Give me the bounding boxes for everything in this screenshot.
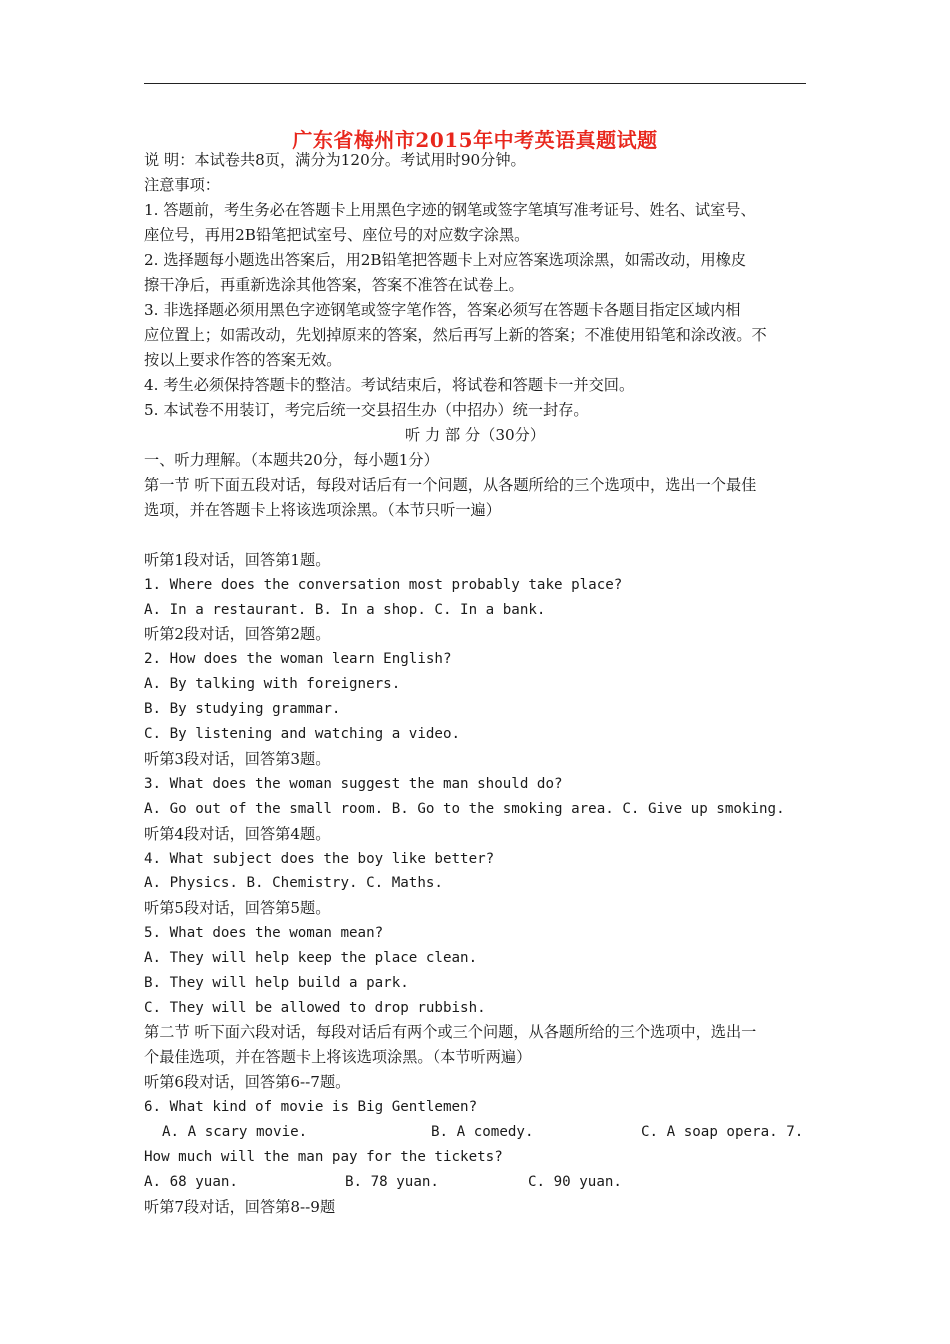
q5-option-a: A. They will help keep the place clean. [144,950,478,966]
top-rule [144,83,806,84]
section-heading: 听 力 部 分（30分） [404,426,546,444]
q7-option-c: C. 90 yuan. [528,1174,622,1190]
q1-options: A. In a restaurant. B. In a shop. C. In a bank. [144,602,546,618]
q7-option-a: A. 68 yuan. [144,1174,238,1190]
q4-options: A. Physics. B. Chemistry. C. Maths. [144,875,443,891]
q4-instruction: 听第4段对话，回答第4题。 [144,825,331,843]
q2-option-a: A. By talking with foreigners. [144,676,401,692]
notice-item: 4. 考生必须保持答题卡的整洁。考试结束后，将试卷和答题卡一并交回。 [144,376,635,394]
q5-option-c: C. They will be allowed to drop rubbish. [144,1000,486,1016]
q2-option-b: B. By studying grammar. [144,701,341,717]
q6-question: 6. What kind of movie is Big Gentlemen? [144,1099,478,1115]
q6-option-c: C. A soap opera. 7. [641,1124,804,1140]
notice-item: 应位置上；如需改动，先划掉原来的答案，然后再写上新的答案；不准使用铅笔和涂改液。不 [144,326,767,344]
q5-question: 5. What does the woman mean? [144,925,384,941]
notice-item: 座位号，再用2B铅笔把试室号、座位号的对应数字涂黑。 [144,226,530,244]
q8-instruction: 听第7段对话，回答第8--9题 [144,1198,336,1216]
notice-item: 5. 本试卷不用装订，考完后统一交县招生办（中招办）统一封存。 [144,401,589,419]
q7-question: How much will the man pay for the tickets? [144,1149,503,1165]
q2-option-c: C. By listening and watching a video. [144,726,461,742]
part2-instruction: 第二节 听下面六段对话，每段对话后有两个或三个问题，从各题所给的三个选项中，选出一 [144,1023,757,1041]
q1-instruction: 听第1段对话，回答第1题。 [144,551,331,569]
q6-option-a: A. A scary movie. [162,1124,308,1140]
q5-option-b: B. They will help build a park. [144,975,409,991]
notice-label: 注意事项： [144,176,220,194]
part1-heading: 一、听力理解。（本题共20分，每小题1分） [144,451,439,469]
q3-options: A. Go out of the small room. B. Go to the smoking area. C. Give up smoking. [144,801,785,817]
q7-option-b: B. 78 yuan. [345,1174,439,1190]
notice-item: 1. 答题前，考生务必在答题卡上用黑色字迹的钢笔或签字笔填写准考证号、姓名、试室号、 [144,201,756,219]
intro-description: 说 明：本试卷共8页，满分为120分。考试用时90分钟。 [144,151,526,169]
q2-question: 2. How does the woman learn English? [144,651,452,667]
part1-instruction: 选项，并在答题卡上将该选项涂黑。（本节只听一遍） [144,501,501,519]
part1-instruction: 第一节 听下面五段对话，每段对话后有一个问题，从各题所给的三个选项中，选出一个最佳 [144,476,757,494]
q5-instruction: 听第5段对话，回答第5题。 [144,899,331,917]
part2-instruction: 个最佳选项，并在答题卡上将该选项涂黑。（本节听两遍） [144,1048,532,1066]
notice-item: 2. 选择题每小题选出答案后，用2B铅笔把答题卡上对应答案选项涂黑，如需改动，用橡皮 [144,251,747,269]
notice-item: 3. 非选择题必须用黑色字迹钢笔或签字笔作答，答案必须写在答题卡各题目指定区域内相 [144,301,741,319]
q2-instruction: 听第2段对话，回答第2题。 [144,625,331,643]
q1-question: 1. Where does the conversation most probably take place? [144,577,623,593]
q3-question: 3. What does the woman suggest the man should do? [144,776,563,792]
notice-item: 擦干净后，再重新选涂其他答案，答案不准答在试卷上。 [144,276,524,294]
q3-instruction: 听第3段对话，回答第3题。 [144,750,331,768]
q4-question: 4. What subject does the boy like better? [144,851,495,867]
q6-option-b: B. A comedy. [431,1124,534,1140]
page-title: 广东省梅州市2015年中考英语真题试题 [292,128,658,152]
q6-instruction: 听第6段对话，回答第6--7题。 [144,1073,351,1091]
notice-item: 按以上要求作答的答案无效。 [144,351,342,369]
